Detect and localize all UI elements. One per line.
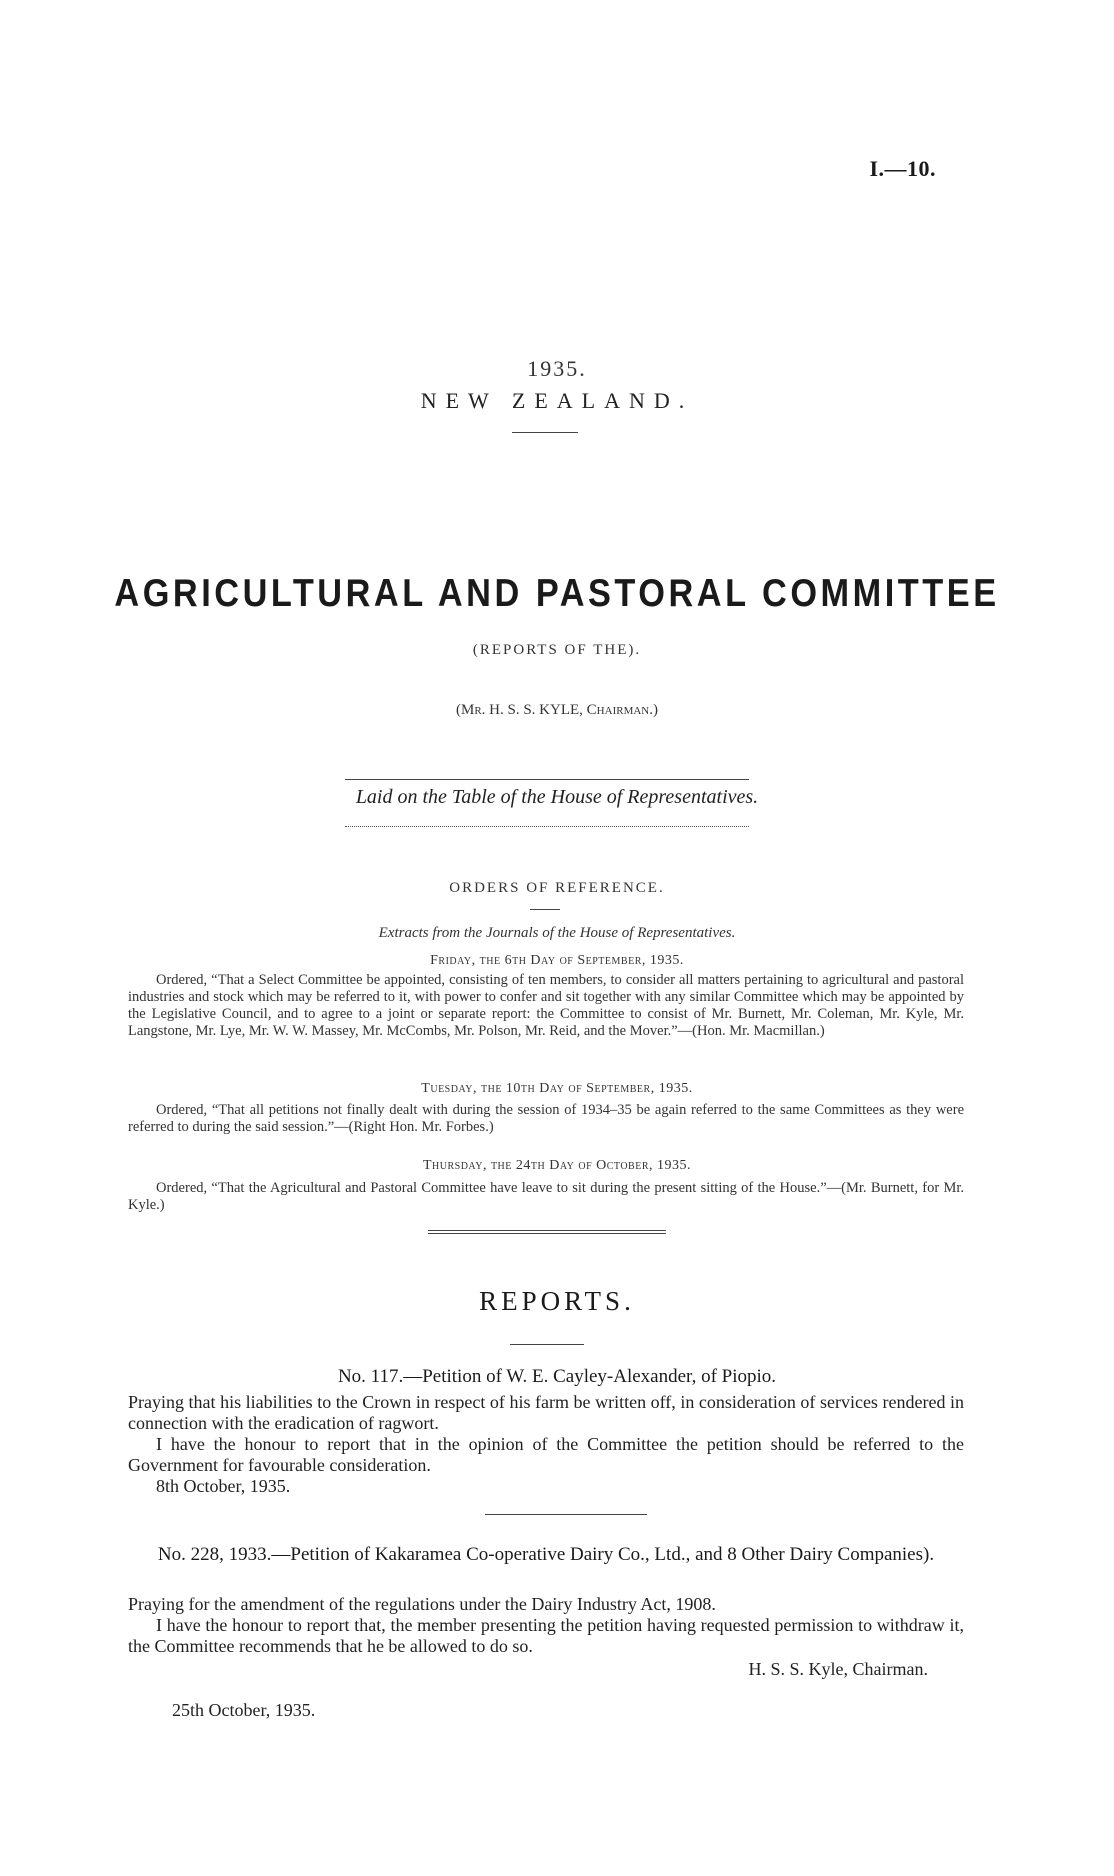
- order-text: Ordered, “That a Select Committee be appointed, consisting of ten members, to consider all matters pertaining to agricultural and pastoral industries and stock which may be referred to it, with power to confer and sit together with any similar Committee which may be appointed by the Legislative Council, and to agree to a joint or separate report: the Committee to consist of Mr. Burnett, Mr. Coleman, Mr. Kyle, Mr. Langstone, Mr. Lye, Mr. W. W. Massey, Mr. McCombs, Mr. Polson, Mr. Reid, and the Mover.”—(Hon. Mr. Macmillan.): [128, 972, 964, 1039]
- petition-report: I have the honour to report that in the opinion of the Committee the petition should be referred to the Government for favourable consideration.: [128, 1434, 964, 1475]
- petition-praying: Praying that his liabilities to the Crown in respect of his farm be written off, in consideration of services rendered in connection with the eradication of ragwort.: [128, 1392, 964, 1433]
- divider: [428, 1233, 666, 1234]
- order-date: Thursday, the 24th Day of October, 1935.: [422, 1158, 692, 1173]
- petition-praying: Praying for the amendment of the regulations under the Dairy Industry Act, 1908.: [128, 1594, 716, 1614]
- order-text: Ordered, “That all petitions not finally dealt with during the session of 1934–35 be again referred to the same Committees as they were referred to during the said session.”—(Right Hon. Mr. Forbes.): [128, 1102, 964, 1135]
- divider: [485, 1514, 647, 1515]
- divider: [512, 432, 578, 433]
- petition-title: No. 117.—Petition of W. E. Cayley-Alexander, of Piopio.: [337, 1366, 777, 1387]
- laid-on-table-line: Laid on the Table of the House of Representatives.: [355, 786, 759, 808]
- chairman-signature: H. S. S. Kyle, Chairman.: [748, 1659, 928, 1679]
- petition-title: No. 228, 1933.—Petition of Kakaramea Co-operative Dairy Co., Ltd., and 8 Other Dairy Companies).: [157, 1544, 935, 1565]
- extracts-line: Extracts from the Journals of the House of Representatives.: [378, 925, 736, 941]
- divider: [428, 1230, 666, 1231]
- petition-date: 25th October, 1935.: [172, 1700, 316, 1720]
- order-date: Friday, the 6th Day of September, 1935.: [430, 953, 684, 968]
- reports-heading: REPORTS.: [479, 1286, 635, 1316]
- order-date: Tuesday, the 10th Day of September, 1935.: [421, 1081, 693, 1096]
- petition-report: I have the honour to report that, the member presenting the petition having requested permission to withdraw it, the Committee recommends that he be allowed to do so.: [128, 1615, 964, 1656]
- orders-heading: ORDERS OF REFERENCE.: [449, 880, 665, 896]
- petition-date: 8th October, 1935.: [156, 1476, 291, 1496]
- order-text: Ordered, “That the Agricultural and Pastoral Committee have leave to sit during the present sitting of the House.”—(Mr. Burnett, for Mr. Kyle.): [128, 1180, 964, 1213]
- country-heading: NEW ZEALAND.: [420, 388, 694, 413]
- subtitle: (REPORTS OF THE).: [472, 642, 642, 658]
- divider: [530, 909, 560, 910]
- chairman-line: (Mr. H. S. S. KYLE, Chairman.): [456, 702, 658, 718]
- document-year: 1935.: [527, 356, 587, 381]
- page-title: AGRICULTURAL AND PASTORAL COMMITTEE: [114, 572, 1000, 615]
- divider: [345, 826, 749, 827]
- divider: [510, 1344, 584, 1345]
- divider: [345, 779, 749, 780]
- page-reference: I.—10.: [869, 156, 936, 181]
